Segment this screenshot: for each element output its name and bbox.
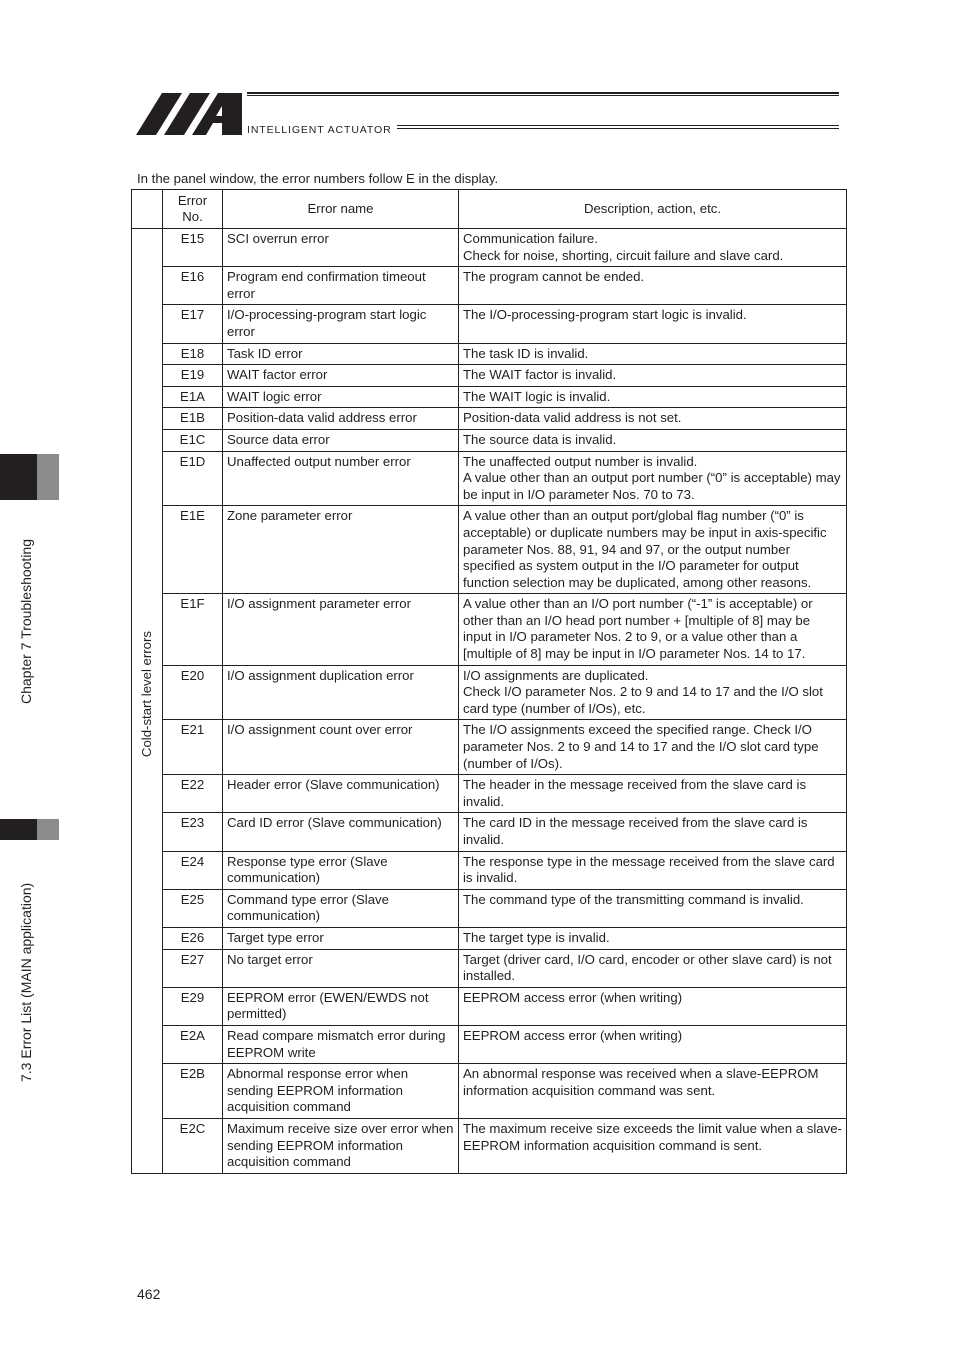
error-description: The I/O-processing-program start logic is invalid. — [459, 305, 847, 343]
error-description: The WAIT logic is invalid. — [459, 386, 847, 408]
error-description: The response type in the message received from the slave card is invalid. — [459, 851, 847, 889]
side-tab-chapter — [0, 454, 37, 500]
side-tab-section-accent — [37, 819, 59, 840]
group-label-cell — [132, 229, 163, 1174]
error-name: WAIT logic error — [223, 386, 459, 408]
error-description: A value other than an output port/global flag number (“0” is acceptable) or duplicate numbers may be input in axis-specific parameter Nos. 88, 91, 94 and 97, or the output number specified as system output in the I/O parameter for output function selection may be duplicated, among other reasons. — [459, 506, 847, 594]
error-description: An abnormal response was received when a slave-EEPROM information acquisition command was sent. — [459, 1064, 847, 1119]
error-description: EEPROM access error (when writing) — [459, 987, 847, 1025]
side-chapter-label: Chapter 7 Troubleshooting — [18, 539, 34, 704]
error-code: E23 — [163, 813, 223, 851]
header-description: Description, action, etc. — [459, 190, 847, 229]
error-name: Card ID error (Slave communication) — [223, 813, 459, 851]
table-row — [132, 229, 847, 267]
error-name: Command type error (Slave communication) — [223, 889, 459, 927]
header-error-name: Error name — [223, 190, 459, 229]
table-row — [132, 927, 847, 949]
table-body — [132, 229, 847, 1174]
error-code: E22 — [163, 775, 223, 813]
error-code: E15 — [163, 229, 223, 267]
error-name: I/O assignment count over error — [223, 720, 459, 775]
error-code: E1F — [163, 594, 223, 665]
table-row — [132, 1025, 847, 1063]
error-name: Task ID error — [223, 343, 459, 365]
table-row — [132, 386, 847, 408]
error-code: E18 — [163, 343, 223, 365]
iai-logo-icon — [136, 90, 246, 136]
error-code: E24 — [163, 851, 223, 889]
error-name: EEPROM error (EWEN/EWDS not permitted) — [223, 987, 459, 1025]
error-code: E1D — [163, 451, 223, 506]
table-row — [132, 594, 847, 665]
intro-text: In the panel window, the error numbers follow E in the display. — [137, 171, 499, 186]
error-name: WAIT factor error — [223, 365, 459, 387]
table-row — [132, 720, 847, 775]
side-tab-chapter-accent — [37, 454, 59, 500]
table-row — [132, 506, 847, 594]
error-name: SCI overrun error — [223, 229, 459, 267]
error-code: E1E — [163, 506, 223, 594]
table-row — [132, 1064, 847, 1119]
side-section-label: 7.3 Error List (MAIN application) — [18, 882, 34, 1082]
error-code: E27 — [163, 949, 223, 987]
table-row — [132, 451, 847, 506]
error-description: The source data is invalid. — [459, 429, 847, 451]
error-code: E26 — [163, 927, 223, 949]
error-table — [131, 189, 847, 1174]
table-header-row — [132, 190, 847, 229]
error-code: E20 — [163, 665, 223, 720]
error-description: The header in the message received from the slave card is invalid. — [459, 775, 847, 813]
error-description: A value other than an I/O port number (“-1” is acceptable) or other than an I/O head port number + [multiple of 8] may be input in I/O parameter Nos. 2 to 9, or a value other than a [multiple of 8] may be input in I/O parameter Nos. 14 to 17. — [459, 594, 847, 665]
group-label: Cold-start level errors — [138, 631, 154, 758]
error-name: No target error — [223, 949, 459, 987]
error-description: The WAIT factor is invalid. — [459, 365, 847, 387]
error-description: The I/O assignments exceed the specified range. Check I/O parameter Nos. 2 to 9 and 14 to 17 and the I/O slot card type (number of I/Os). — [459, 720, 847, 775]
error-code: E2C — [163, 1118, 223, 1173]
error-description: The maximum receive size exceeds the limit value when a slave-EEPROM information acquisition command is sent. — [459, 1118, 847, 1173]
error-code: E19 — [163, 365, 223, 387]
error-code: E2B — [163, 1064, 223, 1119]
table-row — [132, 408, 847, 430]
error-code: E29 — [163, 987, 223, 1025]
error-name: Response type error (Slave communication) — [223, 851, 459, 889]
side-tab-section — [0, 819, 37, 840]
table-row — [132, 987, 847, 1025]
error-code: E1B — [163, 408, 223, 430]
error-description: The card ID in the message received from the slave card is invalid. — [459, 813, 847, 851]
error-name: I/O-processing-program start logic error — [223, 305, 459, 343]
header-rule-top — [247, 92, 839, 96]
error-description: EEPROM access error (when writing) — [459, 1025, 847, 1063]
error-code: E16 — [163, 267, 223, 305]
error-name: Zone parameter error — [223, 506, 459, 594]
table-row — [132, 949, 847, 987]
table-row — [132, 305, 847, 343]
error-code: E1A — [163, 386, 223, 408]
table-row — [132, 889, 847, 927]
header-rule-bottom — [397, 125, 839, 129]
error-code: E25 — [163, 889, 223, 927]
error-description: Target (driver card, I/O card, encoder or other slave card) is not installed. — [459, 949, 847, 987]
error-description: The target type is invalid. — [459, 927, 847, 949]
table-row — [132, 365, 847, 387]
page-number: 462 — [137, 1286, 161, 1302]
header-blank — [132, 190, 163, 229]
error-description: The task ID is invalid. — [459, 343, 847, 365]
error-name: I/O assignment parameter error — [223, 594, 459, 665]
table-row — [132, 343, 847, 365]
error-name: Position-data valid address error — [223, 408, 459, 430]
error-name: Read compare mismatch error during EEPROM write — [223, 1025, 459, 1063]
table-row — [132, 1118, 847, 1173]
error-code: E21 — [163, 720, 223, 775]
error-name: Target type error — [223, 927, 459, 949]
table-row — [132, 665, 847, 720]
table-row — [132, 851, 847, 889]
brand-name: INTELLIGENT ACTUATOR — [247, 124, 392, 136]
error-name: Maximum receive size over error when sending EEPROM information acquisition command — [223, 1118, 459, 1173]
table-row — [132, 775, 847, 813]
error-code: E17 — [163, 305, 223, 343]
error-description: I/O assignments are duplicated. Check I/O parameter Nos. 2 to 9 and 14 to 17 and the I/O slot card type (number of I/Os), etc. — [459, 665, 847, 720]
error-name: Unaffected output number error — [223, 451, 459, 506]
error-name: Program end confirmation timeout error — [223, 267, 459, 305]
error-name: Source data error — [223, 429, 459, 451]
error-description: The program cannot be ended. — [459, 267, 847, 305]
error-description: Position-data valid address is not set. — [459, 408, 847, 430]
error-description: Communication failure. Check for noise, shorting, circuit failure and slave card. — [459, 229, 847, 267]
table-row — [132, 429, 847, 451]
error-code: E2A — [163, 1025, 223, 1063]
header-error-no: Error No. — [163, 190, 223, 229]
error-description: The command type of the transmitting command is invalid. — [459, 889, 847, 927]
error-name: Abnormal response error when sending EEPROM information acquisition command — [223, 1064, 459, 1119]
table-row — [132, 813, 847, 851]
error-name: I/O assignment duplication error — [223, 665, 459, 720]
table-row — [132, 267, 847, 305]
error-name: Header error (Slave communication) — [223, 775, 459, 813]
error-code: E1C — [163, 429, 223, 451]
error-description: The unaffected output number is invalid. A value other than an output port number (“0” is acceptable) may be input in I/O parameter Nos. 70 to 73. — [459, 451, 847, 506]
